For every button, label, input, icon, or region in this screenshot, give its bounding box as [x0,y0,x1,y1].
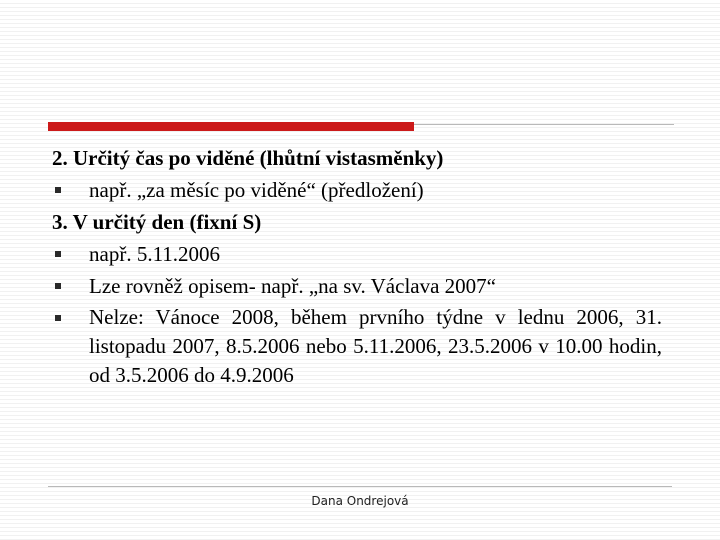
square-bullet-icon [55,315,61,321]
accent-bar [48,122,414,131]
bullet-text: Lze rovněž opisem- např. „na sv. Václava 2007“ [89,274,496,298]
bullet-item [52,174,662,206]
heading-fixed-date: 3. V určitý den (fixní S) [52,210,262,234]
bullet-text: Nelze: Vánoce 2008, během prvního týdne v lednu 2006, 31. listopadu 2007, 8.5.2006 nebo 5.11.2006, 23.5.2006 v 10.00 hodin, od 3.5.2006 do 4.9.2006 [89,305,662,387]
footer-divider [48,486,672,487]
bullet-item [52,302,662,390]
square-bullet-icon [55,187,61,193]
bullet-text: např. 5.11.2006 [89,242,221,266]
heading-fixed-after-sight: 2. Určitý čas po viděné (lhůtní vistasměnky) [52,146,444,170]
footer-author: Dana Ondrejová [311,494,409,508]
slide-body [52,142,662,390]
bullet-item [52,238,662,270]
bullet-item [52,270,662,302]
title-divider [48,122,674,132]
square-bullet-icon [55,251,61,257]
bullet-text: např. „za měsíc po viděné“ (předložení) [89,178,424,202]
divider-line [414,124,674,125]
square-bullet-icon [55,283,61,289]
